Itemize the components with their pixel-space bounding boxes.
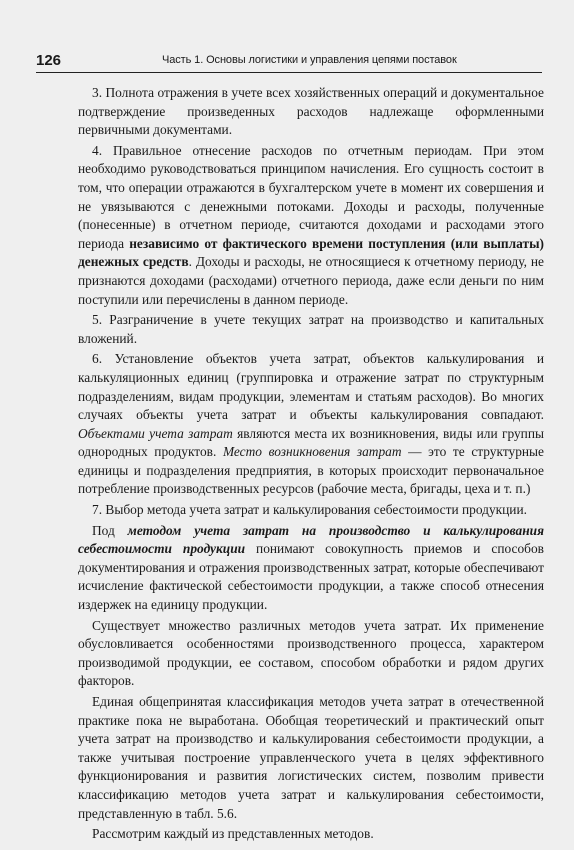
paragraph-8-text-a: Под: [92, 522, 128, 538]
paragraph-6-text-c: являются места их возникновения, виды или группы однородных продуктов.: [78, 425, 544, 460]
paragraph-5: 5. Разграничение в учете текущих затрат на производство и капитальных вложений.: [78, 312, 544, 346]
paragraph-11: Рассмотрим каждый из представленных методов.: [92, 826, 374, 842]
paragraph-6-text-e: — это те структурные единицы и подразделения предприятия, в которых происходит первоначальное потребление производственных ресурсов (рабочие места, бригады, цеха и т. п.): [78, 444, 544, 497]
paragraph-6-text-a: 6. Установление объектов учета затрат, объектов калькулирования и калькуляционных единиц (группировка и отражение затрат по структурным подразделениям, видам продукции, элементам и статьям расходов). Во многих случаях объекты учета затрат и объекты калькулирования совпадают.: [78, 351, 544, 423]
paragraph-8-text-c: понимают совокупность приемов и способов документирования и отражения производственных затрат, которые обеспечивают исчисление фактической себестоимости продукции, а также способ отнесения издержек на единицу продукции.: [78, 541, 544, 613]
paragraph-7: 7. Выбор метода учета затрат и калькулирования себестоимости продукции.: [92, 502, 527, 518]
term-cost-objects: Объектами учета затрат: [78, 425, 233, 441]
running-title: Часть 1. Основы логистики и управления цепями поставок: [162, 54, 457, 66]
paragraph-6: [78, 350, 544, 499]
paragraph-4-bold: независимо от фактического времени поступления (или выплаты) денежных средств: [78, 235, 545, 270]
page-header: [36, 52, 542, 72]
term-cost-origin-place: Место возникновения затрат: [222, 444, 402, 460]
header-divider: [36, 72, 542, 73]
term-costing-method: методом учета затрат на производство и калькулирования себестоимости продукции: [78, 522, 544, 557]
paragraph-4-text-a: 4. Правильное отнесение расходов по отчетным периодам. При этом необходимо руководствоваться принципом начисления. Его сущность состоит в том, что операции отражаются в бухгалтерском учете в момент их совершения и не увязываются с денежными потоками. Доходы и расходы, полученные (понесенные) в отчетном периоде, считаются доходами и расходами этого периода: [78, 142, 544, 251]
paragraph-4-text-c: . Доходы и расходы, не относящиеся к отчетному периоду, не признаются доходами (расходами) отчетного периода, даже если деньги по ним поступили или перечислены в данном периоде.: [78, 254, 544, 307]
paragraph-10: Единая общепринятая классификация методов учета затрат в отечественной практике пока не выработана. Обобщая теоретический и практический опыт учета затрат на производство и калькулирования себестоимости продукции, а также учитывая построение управленческого учета в целях эффективного функционирования и развития логистических систем, позволим привести классификацию методов учета затрат и калькулирования себестоимости, представленную в табл. 5.6.: [78, 694, 544, 821]
paragraph-3: 3. Полнота отражения в учете всех хозяйственных операций и документальное подтверждение произведенных расходов надлежаще оформленными первичными документами.: [78, 85, 544, 138]
page-body: [78, 84, 544, 846]
paragraph-9: Существует множество различных методов учета затрат. Их применение обусловливается особенностями производственного процесса, характером производимой продукции, ее составом, способом обработки и рядом других факторов.: [78, 617, 544, 689]
paragraph-8: [78, 522, 544, 615]
paragraph-4: [78, 142, 544, 309]
page-number: 126: [36, 52, 62, 69]
